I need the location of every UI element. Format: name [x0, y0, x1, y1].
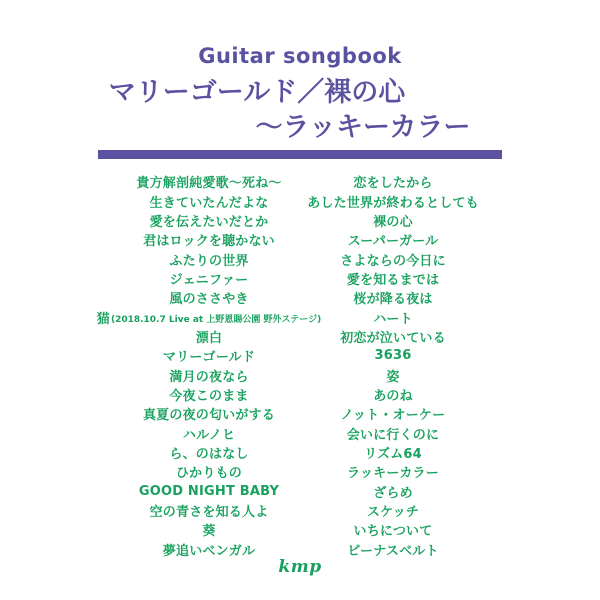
song-title: 桜が降る夜は	[353, 292, 433, 308]
song-title: ジェニファー	[169, 272, 249, 288]
song-title: あのね	[373, 388, 413, 404]
song-title: リズム64	[364, 446, 422, 462]
song-title: 空の青さを知る人よ	[149, 505, 269, 521]
song-title: 恋をしたから	[353, 176, 433, 192]
song-title: 初恋が泣いている	[340, 330, 446, 346]
song-title: ラッキーカラー	[347, 466, 439, 482]
song-title: 愛を知るまでは	[346, 272, 440, 288]
song-title: ハルノヒ	[182, 427, 236, 443]
song-title: 今夜このまま	[169, 388, 249, 404]
song-title: 満月の夜なら	[169, 369, 249, 385]
song-title: 姿	[386, 369, 400, 385]
song-title: いちについて	[353, 524, 433, 540]
publisher-logo-kmp: kmp	[278, 557, 322, 577]
song-title: さよならの今日に	[340, 253, 446, 269]
song-title: 風のささやき	[169, 292, 249, 308]
song-title: ひかりもの	[175, 466, 242, 482]
song-title: 生きていたんだよな	[149, 195, 269, 211]
song-title: スケッチ	[366, 505, 420, 521]
song-title: 君はロックを聴かない	[143, 234, 275, 250]
song-title: マリーゴールド	[162, 350, 256, 366]
live-version-note: (2018.10.7 Live at 上野恩賜公園 野外ステージ)	[110, 314, 322, 325]
book-title-line2: ～ラッキーカラー	[255, 112, 471, 143]
song-title: 裸の心	[373, 214, 413, 230]
song-title: ビーナスベルト	[347, 543, 439, 559]
song-title: GOOD NIGHT BABY	[138, 483, 280, 499]
song-title: 夢追いベンガル	[162, 543, 256, 559]
song-title: 真夏の夜の匂いがする	[142, 408, 275, 424]
title-underline-bar	[98, 150, 502, 159]
series-title: Guitar songbook	[198, 44, 402, 68]
song-list-right-column	[243, 172, 543, 559]
song-title: ふたりの世界	[169, 253, 249, 269]
song-title: 会いに行くのに	[346, 427, 440, 443]
song-title: 3636	[374, 348, 412, 364]
song-title: ら、のはなし	[169, 446, 249, 462]
song-title: ノット・オーケー	[340, 408, 446, 424]
book-title-line1: マリーゴールド／裸の心	[108, 77, 406, 108]
song-title: ざらめ	[373, 485, 413, 501]
song-title: 漂白	[195, 330, 223, 346]
song-title: あした世界が終わるとしても	[307, 195, 479, 211]
song-title: 猫	[96, 311, 110, 327]
song-title: スーパーガール	[347, 234, 439, 250]
song-title: 葵	[202, 524, 216, 540]
song-title: 貴方解剖純愛歌～死ね～	[136, 176, 282, 192]
song-title: ハート	[373, 311, 413, 327]
song-title: 愛を伝えたいだとか	[149, 214, 269, 230]
